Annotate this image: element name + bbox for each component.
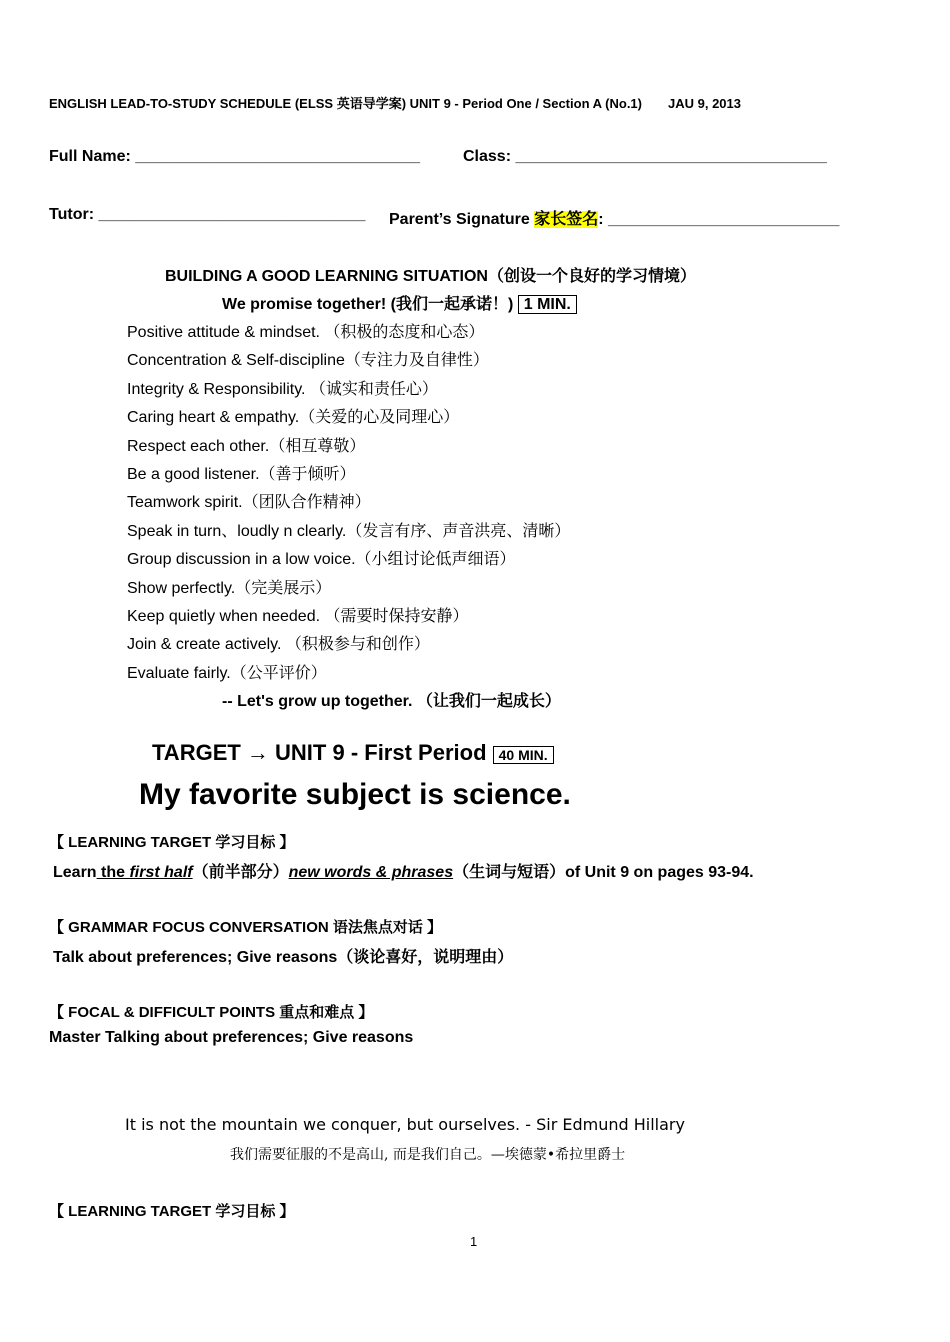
situation-item: Group discussion in a low voice.（小组讨论低声细语） — [127, 551, 516, 568]
header-title: ENGLISH LEAD-TO-STUDY SCHEDULE (ELSS 英语导学案) UNIT 9 - Period One / Section A (No.1) — [49, 96, 642, 111]
tutor-field: Tutor: ______________________________ — [49, 206, 366, 223]
target-headline: My favorite subject is science. — [139, 778, 571, 811]
learning-target-first-half-zh: （前半部分） — [192, 864, 289, 881]
header-date: JAU 9, 2013 — [668, 96, 741, 111]
situation-item: Keep quietly when needed. （需要时保持安静） — [127, 608, 469, 625]
situation-item: Show perfectly.（完美展示） — [127, 580, 332, 597]
target-time-badge: 40 MIN. — [493, 746, 554, 764]
quote-chinese: 我们需要征服的不是高山, 而是我们自己。—埃德蒙•希拉里爵士 — [230, 1147, 626, 1163]
promise-time-badge: 1 MIN. — [518, 295, 577, 314]
full-name-field: Full Name: ________________________________ — [49, 148, 420, 165]
situation-item: Evaluate fairly.（公平评价） — [127, 665, 327, 682]
situation-item: Join & create actively. （积极参与和创作） — [127, 636, 430, 653]
situation-item: Concentration & Self-discipline（专注力及自律性） — [127, 352, 489, 369]
learning-target-new-words: new words & phrases — [288, 864, 454, 881]
learning-target-the: the — [96, 864, 130, 881]
focal-points-title: 【 FOCAL & DIFFICULT POINTS 重点和难点 】 — [49, 1004, 374, 1021]
target-text: TARGET → UNIT 9 - First Period — [152, 740, 487, 765]
situation-item: Caring heart & empathy.（关爱的心及同理心） — [127, 409, 460, 426]
focal-points-text: Master Talking about preferences; Give reasons — [49, 1029, 414, 1046]
document-header — [49, 93, 741, 112]
quote-english: It is not the mountain we conquer, but ourselves. - Sir Edmund Hillary — [125, 1115, 685, 1134]
learning-target-title-2: 【 LEARNING TARGET 学习目标 】 — [49, 1203, 295, 1220]
situation-item: Teamwork spirit.（团队合作精神） — [127, 494, 371, 511]
situation-item: Positive attitude & mindset. （积极的态度和心态） — [127, 324, 485, 341]
parent-signature-label: Parent’s Signature — [389, 211, 535, 228]
learning-target-text — [53, 859, 754, 882]
situation-item: Integrity & Responsibility. （诚实和责任心） — [127, 381, 438, 398]
class-field: Class: ___________________________________ — [463, 148, 827, 165]
learning-target-pages: （生词与短语）of Unit 9 on pages 93-94. — [453, 864, 754, 881]
situation-item: Be a good listener.（善于倾听） — [127, 466, 356, 483]
grammar-focus-text: Talk about preferences; Give reasons（谈论喜好，说明理由） — [53, 949, 514, 966]
situation-item: Speak in turn、loudly n clearly.（发言有序、声音洪亮、清晰） — [127, 523, 571, 540]
parent-signature-field — [389, 206, 839, 229]
parent-signature-line: : __________________________ — [598, 211, 840, 228]
grammar-focus-title: 【 GRAMMAR FOCUS CONVERSATION 语法焦点对话 】 — [49, 919, 443, 936]
promise-text: We promise together! (我们一起承诺！) — [222, 296, 514, 313]
target-line — [152, 740, 554, 766]
promise-line — [222, 291, 577, 314]
page-number: 1 — [470, 1234, 478, 1249]
situation-item: Respect each other.（相互尊敬） — [127, 438, 366, 455]
learning-target-first-half: first half — [129, 864, 193, 881]
learning-target-learn: Learn — [53, 864, 97, 881]
situation-title: BUILDING A GOOD LEARNING SITUATION（创设一个良好的学习情境） — [165, 268, 696, 285]
parent-signature-highlight: 家长签名 — [534, 211, 599, 228]
situation-closing: -- Let's grow up together. （让我们一起成长） — [222, 693, 561, 710]
learning-target-title: 【 LEARNING TARGET 学习目标 】 — [49, 834, 295, 851]
